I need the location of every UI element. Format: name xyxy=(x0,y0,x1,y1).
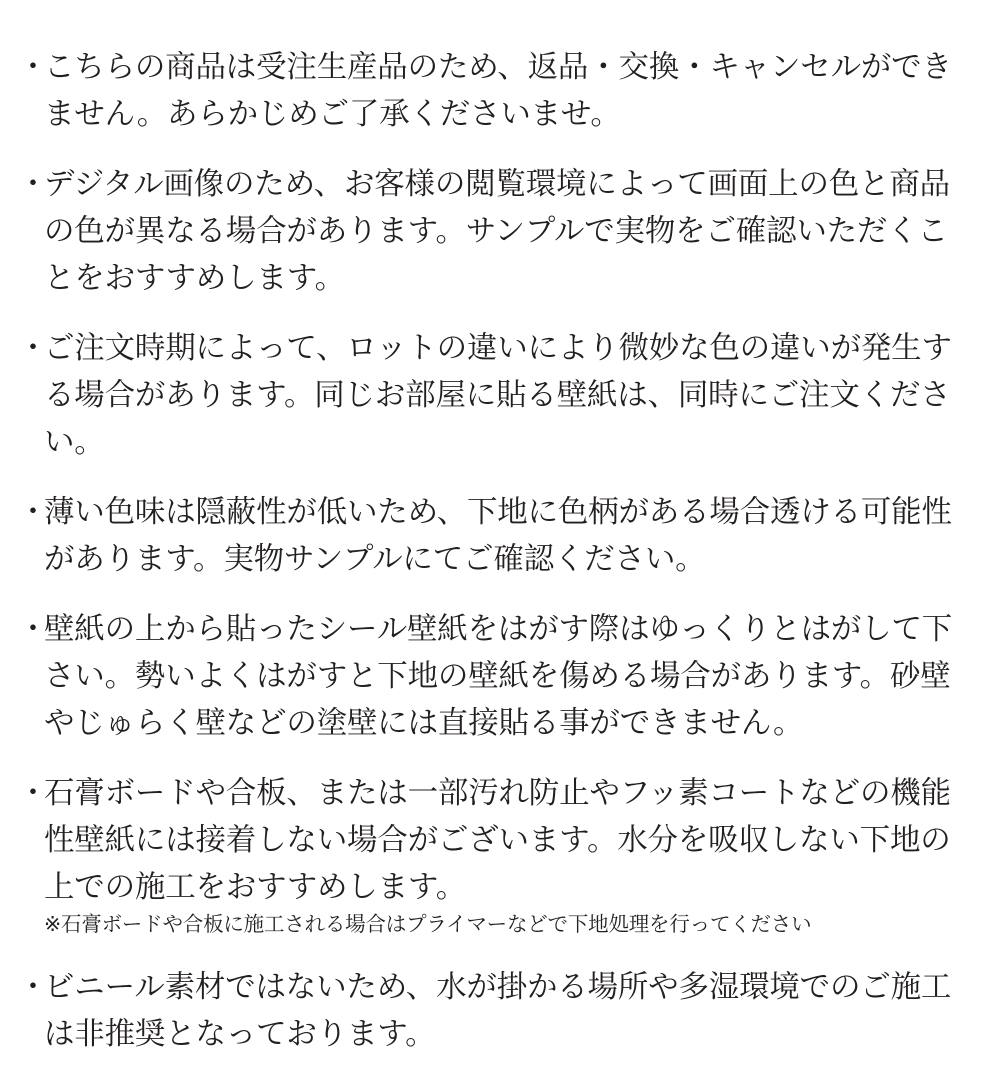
list-item xyxy=(18,489,970,583)
list-item-text: デジタル画像のため、お客様の閲覧環境によって画面上の色と商品の色が異なる場合があります。サンプルで実物をご確認いただくことをおすすめします。 xyxy=(44,167,950,295)
list-item-body xyxy=(44,161,970,302)
list-item-text: 壁紙の上から貼ったシール壁紙をはがす際はゆっくりとはがして下さい。勢いよくはがすと下地の壁紙を傷める場合があります。砂壁やじゅらく壁などの塗壁には直接貼る事ができません。 xyxy=(44,612,953,740)
list-item-body xyxy=(44,44,970,138)
list-item-text: ビニール素材ではないため、水が掛かる場所や多湿環境でのご施工は非推奨となっております。 xyxy=(44,970,952,1051)
list-item-text: 薄い色味は隠蔽性が低いため、下地に色柄がある場合透ける可能性があります。実物サンプルにてご確認ください。 xyxy=(44,495,952,576)
list-item xyxy=(18,325,970,466)
list-item xyxy=(18,161,970,302)
bullet-icon: ・ xyxy=(18,167,48,202)
list-item-body xyxy=(44,770,970,941)
list-item xyxy=(18,964,970,1058)
list-item-body xyxy=(44,606,970,747)
bullet-icon: ・ xyxy=(18,970,48,1005)
bullet-icon: ・ xyxy=(18,50,48,85)
list-item-text: 石膏ボードや合板、または一部汚れ防止やフッ素コートなどの機能性壁紙には接着しない場合がございます。水分を吸収しない下地の上での施工をおすすめします。 xyxy=(44,776,951,904)
notice-list xyxy=(18,44,970,1081)
bullet-icon: ・ xyxy=(18,776,48,811)
bullet-icon: ・ xyxy=(18,612,48,647)
bullet-icon: ・ xyxy=(18,331,48,366)
list-item-body xyxy=(44,489,970,583)
list-item-body xyxy=(44,964,970,1058)
list-item-note: ※石膏ボードや合板に施工される場合はプライマーなどで下地処理を行ってください xyxy=(44,913,812,936)
list-item-text: こちらの商品は受注生産品のため、返品・交換・キャンセルができません。あらかじめご了承くださいませ。 xyxy=(44,50,952,131)
list-item xyxy=(18,770,970,941)
list-item-text: ご注文時期によって、ロットの違いにより微妙な色の違いが発生する場合があります。同じお部屋に貼る壁紙は、同時にご注文ください。 xyxy=(44,331,952,459)
list-item xyxy=(18,44,970,138)
bullet-icon: ・ xyxy=(18,495,48,530)
list-item xyxy=(18,606,970,747)
list-item-body xyxy=(44,325,970,466)
